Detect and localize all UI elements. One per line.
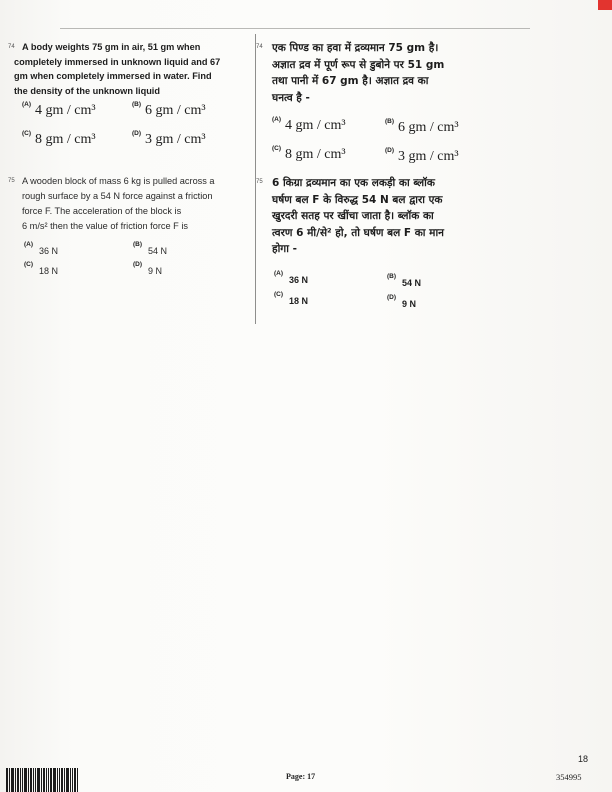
option-label: (B) — [133, 241, 143, 248]
option-b[interactable] — [387, 273, 421, 291]
question-line: the density of the unknown liquid — [14, 85, 160, 96]
option-label: (D) — [133, 261, 143, 268]
question-line: completely immersed in unknown liquid and 67 — [14, 56, 221, 67]
option-value: 4 gm / cm³ — [285, 118, 346, 133]
question-line: घर्षण बल F के विरुद्ध 54 N बल द्वारा एक — [272, 193, 443, 206]
option-c[interactable] — [274, 291, 308, 309]
page-label: Page: 17 — [286, 772, 316, 781]
option-d[interactable] — [132, 130, 206, 148]
option-a[interactable] — [274, 270, 308, 288]
question-line: 6 m/s² then the value of friction force F is — [22, 221, 188, 231]
option-value: 9 N — [402, 299, 417, 309]
option-value: 9 N — [148, 266, 163, 276]
question-line: अज्ञात द्रव में पूर्ण रूप से डुबोने पर 51 gm — [272, 58, 445, 71]
option-label: (A) — [22, 101, 32, 108]
option-value: 18 N — [289, 296, 309, 306]
question-75-english — [8, 174, 252, 234]
option-value: 36 N — [39, 246, 59, 256]
option-value: 36 N — [289, 275, 309, 285]
question-line: तथा पानी में 67 gm है। अज्ञात द्रव का — [272, 75, 429, 87]
option-value: 54 N — [402, 278, 422, 288]
option-label: (A) — [274, 270, 284, 277]
option-label: (A) — [24, 241, 34, 248]
option-c[interactable] — [24, 261, 58, 279]
top-rule — [60, 28, 530, 29]
option-a[interactable] — [24, 241, 58, 259]
question-line: एक पिण्ड का हवा में द्रव्यमान 75 gm है। — [272, 42, 439, 54]
question-74-hindi — [256, 40, 504, 106]
option-label: (B) — [385, 118, 395, 125]
red-corner-mark — [598, 0, 612, 10]
option-label: (D) — [385, 147, 395, 154]
option-label: (D) — [387, 294, 397, 301]
question-number: 75 — [8, 178, 15, 184]
option-value: 6 gm / cm³ — [398, 120, 459, 135]
question-line: A body weights 75 gm in air, 51 gm when — [22, 42, 201, 52]
option-b[interactable] — [385, 118, 459, 136]
page-number: 18 — [578, 754, 589, 764]
question-line: खुरदरी सतह पर खींचा जाता है। ब्लॉक का — [272, 210, 434, 222]
option-d[interactable] — [385, 147, 459, 165]
question-number: 74 — [256, 44, 263, 50]
question-number: 75 — [256, 179, 263, 185]
option-label: (C) — [24, 261, 34, 268]
option-value: 6 gm / cm³ — [145, 103, 206, 118]
option-value: 54 N — [148, 246, 168, 256]
option-value: 8 gm / cm³ — [35, 132, 96, 147]
option-c[interactable] — [22, 130, 96, 148]
option-value: 18 N — [39, 266, 59, 276]
question-line: होगा - — [272, 243, 297, 255]
option-a[interactable] — [22, 101, 96, 119]
option-b[interactable] — [132, 101, 206, 119]
question-line: घनत्व है - — [272, 91, 310, 104]
question-line: force F. The acceleration of the block is — [22, 206, 182, 216]
option-label: (C) — [274, 291, 284, 298]
option-label: (B) — [387, 273, 397, 280]
question-line: 6 किग्रा द्रव्यमान का एक लकड़ी का ब्लॉक — [272, 177, 435, 189]
question-line: A wooden block of mass 6 kg is pulled across a — [22, 176, 215, 186]
option-d[interactable] — [133, 261, 162, 279]
question-75-hindi — [256, 175, 508, 258]
option-a[interactable] — [272, 116, 346, 134]
option-label: (C) — [272, 145, 282, 152]
barcode-image — [6, 768, 116, 792]
option-value: 3 gm / cm³ — [398, 149, 459, 164]
option-value: 3 gm / cm³ — [145, 132, 206, 147]
option-b[interactable] — [133, 241, 167, 259]
option-value: 8 gm / cm³ — [285, 147, 346, 162]
option-label: (D) — [132, 130, 142, 137]
document-code: 354995 — [556, 772, 582, 782]
question-line: rough surface by a 54 N force against a friction — [22, 191, 213, 201]
option-c[interactable] — [272, 145, 346, 163]
question-line: त्वरण 6 मी/से² हो, तो घर्षण बल F का मान — [272, 226, 444, 239]
question-number: 74 — [8, 44, 15, 50]
option-label: (A) — [272, 116, 282, 123]
option-d[interactable] — [387, 294, 416, 312]
question-74-english — [8, 40, 250, 98]
question-line: gm when completely immersed in water. Find — [14, 71, 212, 81]
option-label: (C) — [22, 130, 32, 137]
option-value: 4 gm / cm³ — [35, 103, 96, 118]
option-label: (B) — [132, 101, 142, 108]
